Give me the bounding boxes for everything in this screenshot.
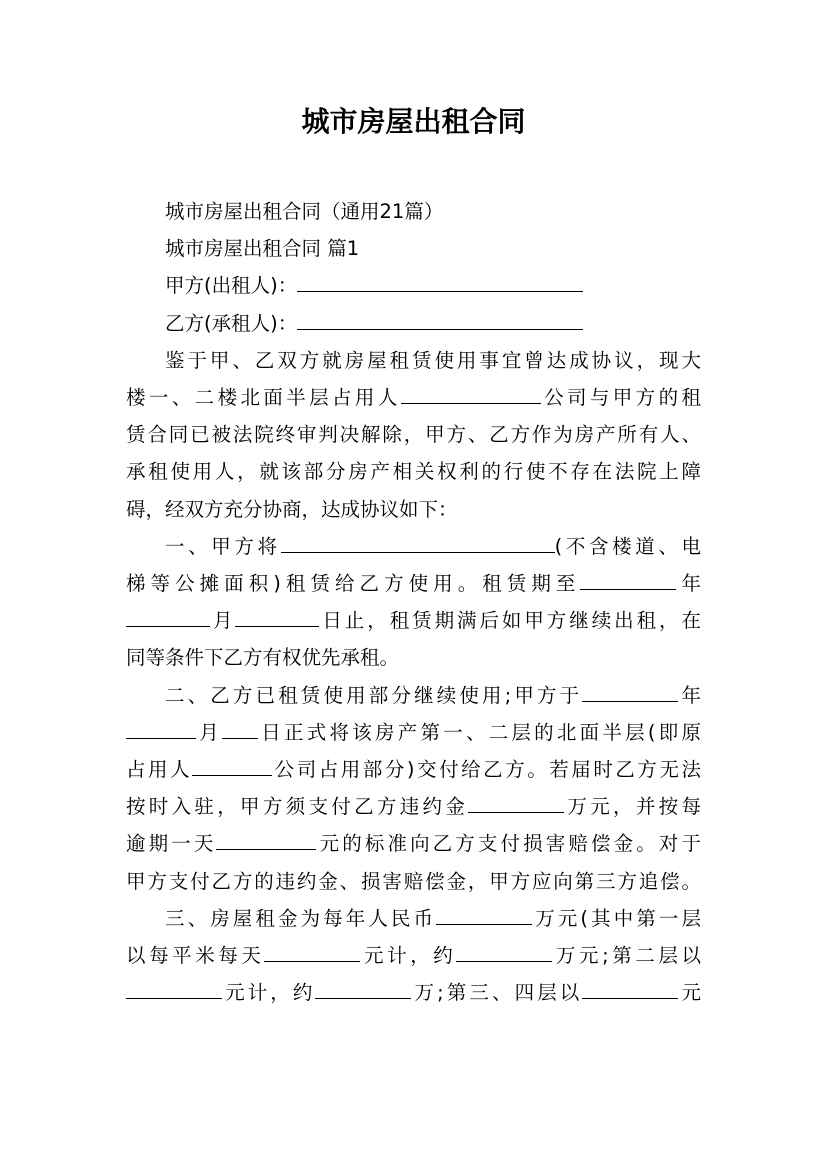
text-line <box>126 788 701 825</box>
text-line <box>126 974 701 1011</box>
fill-blank <box>126 978 222 999</box>
text-fragment: 万元，并按每 <box>564 795 701 819</box>
paragraph-clause-3 <box>126 900 701 1012</box>
paragraph-clause-2 <box>126 677 701 900</box>
subtitle-text: 城市房屋出租合同（通用21篇） <box>165 200 444 223</box>
text-line: 碍，经双方充分协商，达成协议如下： <box>126 497 458 521</box>
party-a-label: 甲方(出租人)： <box>165 274 298 298</box>
fill-blank <box>192 755 272 776</box>
document-body <box>126 193 701 1011</box>
party-b-line <box>126 305 701 342</box>
text-fragment: 公司占用部分)交付给乙方。若届时乙方无法 <box>272 758 701 782</box>
text-fragment: 楼一、二楼北面半层占用人 <box>126 386 401 410</box>
text-line <box>126 602 701 639</box>
text-fragment: 公司与甲方的租 <box>540 386 701 410</box>
text-fragment: 按时入驻，甲方须支付乙方违约金 <box>126 795 469 819</box>
text-fragment: (不含楼道、电 <box>554 534 701 558</box>
section-heading <box>126 230 701 267</box>
paragraph-preamble <box>126 342 701 528</box>
section-heading-text: 城市房屋出租合同 篇1 <box>165 237 360 261</box>
fill-blank <box>456 941 552 962</box>
text-line <box>126 528 701 565</box>
fill-blank <box>468 792 564 813</box>
document-title: 城市房屋出租合同 <box>301 105 526 138</box>
text-fragment: 日正式将该房产第一、二层的北面半层(即原 <box>258 720 701 744</box>
text-line: 甲方支付乙方的违约金、损害赔偿金，甲方应向第三方追偿。 <box>126 869 701 893</box>
fill-blank <box>264 941 360 962</box>
text-fragment: 万;第三、四层以 <box>411 981 583 1005</box>
text-fragment: 年 <box>676 572 701 596</box>
text-line <box>126 714 701 751</box>
text-line <box>126 751 701 788</box>
text-line <box>126 825 701 862</box>
fill-blank <box>436 903 532 924</box>
fill-blank <box>222 717 258 738</box>
text-line: 同等条件下乙方有权优先承租。 <box>126 646 400 670</box>
text-line <box>126 677 701 714</box>
fill-blank <box>216 829 316 850</box>
text-fragment: 月 <box>210 609 236 633</box>
text-fragment: 占用人 <box>126 758 193 782</box>
fill-blank <box>126 606 210 627</box>
text-line: 赁合同已被法院终审判决解除，甲方、乙方作为房产所有人、 <box>126 423 701 447</box>
text-line <box>126 379 701 416</box>
text-fragment: 万元(其中第一层 <box>532 906 701 930</box>
text-line <box>126 565 701 602</box>
text-fragment: 元的标准向乙方支付损害赔偿金。对于 <box>316 832 701 856</box>
text-fragment: 逾期一天 <box>126 832 217 856</box>
fill-blank <box>401 383 541 404</box>
fill-blank <box>582 680 678 701</box>
text-fragment: 二、乙方已租赁使用部分继续使用;甲方于 <box>165 683 583 707</box>
text-fragment: 三、房屋租金为每年人民币 <box>165 906 437 930</box>
text-fragment: 一、甲方将 <box>165 534 281 558</box>
party-a-line <box>126 267 701 304</box>
fill-blank <box>582 978 678 999</box>
fill-blank <box>235 606 319 627</box>
fill-blank <box>281 531 555 552</box>
paragraph-clause-1 <box>126 528 701 677</box>
text-fragment: 日止，租赁期满后如甲方继续出租，在 <box>319 609 701 633</box>
text-fragment: 元计，约 <box>360 944 457 968</box>
subtitle-line <box>126 193 701 230</box>
fill-blank <box>126 717 196 738</box>
text-fragment: 万元;第二层以 <box>552 944 701 968</box>
party-b-blank <box>297 308 583 329</box>
text-fragment: 元计，约 <box>222 981 316 1005</box>
text-line <box>126 900 701 937</box>
text-line: 承租使用人，就该部分房产相关权利的行使不存在法院上障 <box>126 460 701 484</box>
text-fragment: 元 <box>678 981 701 1005</box>
text-fragment: 月 <box>196 720 222 744</box>
text-fragment: 梯等公摊面积)租赁给乙方使用。租赁期至 <box>126 572 581 596</box>
fill-blank <box>580 569 676 590</box>
party-b-label: 乙方(承租人)： <box>165 311 298 335</box>
text-fragment: 以每平米每天 <box>126 944 265 968</box>
text-line: 鉴于甲、乙双方就房屋租赁使用事宜曾达成协议，现大 <box>165 348 701 372</box>
text-line <box>126 937 701 974</box>
party-a-blank <box>297 271 583 292</box>
fill-blank <box>315 978 411 999</box>
text-fragment: 年 <box>678 683 701 707</box>
